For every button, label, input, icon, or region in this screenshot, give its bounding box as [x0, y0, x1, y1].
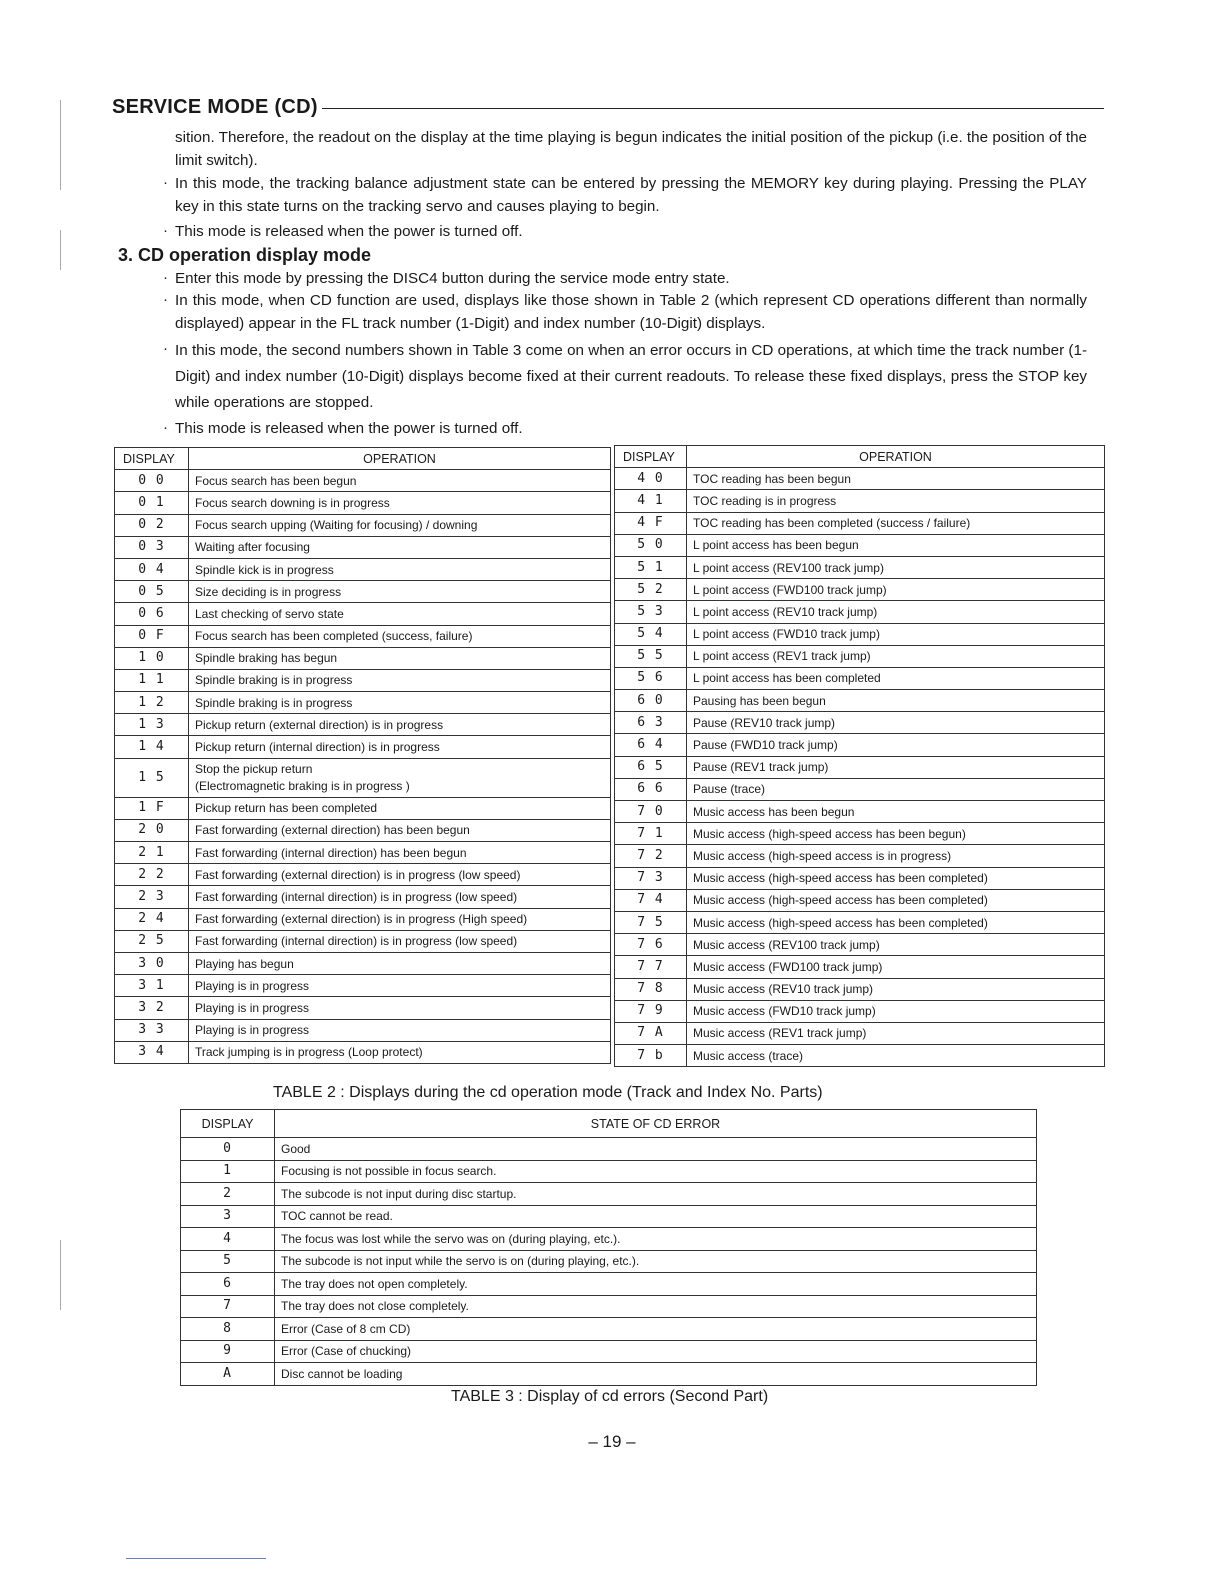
display-code: 7 6 — [615, 934, 687, 956]
row-text: Music access (high-speed access has been completed) — [687, 911, 1105, 933]
table-header-row — [181, 1110, 1037, 1138]
table-row — [181, 1318, 1037, 1341]
display-code: 0 3 — [115, 536, 189, 558]
table-row — [615, 978, 1105, 1000]
page-number: – 19 – — [588, 1432, 636, 1451]
row-text: TOC reading has been completed (success / failure) — [687, 512, 1105, 534]
display-code: 3 2 — [115, 997, 189, 1019]
display-code: 4 — [181, 1228, 275, 1251]
row-text: Spindle braking is in progress — [189, 669, 611, 691]
display-code: 2 4 — [115, 908, 189, 930]
table-row — [615, 911, 1105, 933]
table-row — [181, 1295, 1037, 1318]
table-row — [115, 603, 611, 625]
table-header-row — [115, 448, 611, 470]
row-text: L point access (REV1 track jump) — [687, 645, 1105, 667]
bullet-marker: · — [163, 269, 168, 286]
table-row — [115, 886, 611, 908]
table2-right — [614, 445, 1105, 1067]
row-text: Music access (high-speed access has been begun) — [687, 823, 1105, 845]
bullet-marker: · — [163, 291, 168, 308]
row-text — [189, 758, 611, 797]
row-text: Music access (REV10 track jump) — [687, 978, 1105, 1000]
row-text: Focus search upping (Waiting for focusing) / downing — [189, 514, 611, 536]
table2-left — [114, 447, 611, 1064]
row-text: Music access has been begun — [687, 801, 1105, 823]
display-code: 7 7 — [615, 956, 687, 978]
row-text: Spindle kick is in progress — [189, 558, 611, 580]
table-row — [181, 1273, 1037, 1296]
column-header-display: DISPLAY — [115, 448, 189, 470]
intro-paragraph-3: This mode is released when the power is turned off. — [175, 223, 523, 240]
display-code: 2 2 — [115, 864, 189, 886]
table-row — [181, 1228, 1037, 1251]
display-code: 2 5 — [115, 930, 189, 952]
table-header-row — [615, 446, 1105, 468]
display-code: 0 0 — [115, 470, 189, 492]
display-code: 4 F — [615, 512, 687, 534]
section-title: SERVICE MODE (CD) — [112, 95, 318, 118]
display-code: 5 — [181, 1250, 275, 1273]
table-row — [115, 819, 611, 841]
display-code: 7 0 — [615, 801, 687, 823]
table-row — [181, 1138, 1037, 1161]
display-code: 1 3 — [115, 714, 189, 736]
display-code: 5 3 — [615, 601, 687, 623]
intro-paragraph-2: In this mode, the tracking balance adjustment state can be entered by pressing the MEMORY key during playing. Pressing the PLAY key in this state turns on the tracking servo and causes playing to begin. — [175, 175, 1087, 215]
table-row — [615, 734, 1105, 756]
display-code: A — [181, 1363, 275, 1386]
display-code: 0 1 — [115, 492, 189, 514]
row-text: Fast forwarding (external direction) is in progress (High speed) — [189, 908, 611, 930]
bullet-marker: · — [163, 174, 168, 191]
section-heading: 3. CD operation display mode — [118, 245, 372, 265]
display-code: 7 A — [615, 1022, 687, 1044]
section-paragraph-2: In this mode, when CD function are used, displays like those shown in Table 2 (which represent CD operations different than normally displayed) appear in the FL track number (1-Digit) and index number (10-Digit) displays. — [175, 292, 1087, 332]
display-code: 5 6 — [615, 667, 687, 689]
table-row — [615, 712, 1105, 734]
display-code: 4 1 — [615, 490, 687, 512]
table-row — [615, 1045, 1105, 1067]
row-text: Playing is in progress — [189, 975, 611, 997]
display-code: 7 1 — [615, 823, 687, 845]
table-row — [115, 736, 611, 758]
footer-rule — [126, 1558, 266, 1559]
table-row — [615, 690, 1105, 712]
bullet-marker: · — [163, 222, 168, 239]
display-code: 2 1 — [115, 842, 189, 864]
row-text: Music access (REV1 track jump) — [687, 1022, 1105, 1044]
table-row — [181, 1250, 1037, 1273]
table-row — [115, 514, 611, 536]
display-code: 5 5 — [615, 645, 687, 667]
table-row — [181, 1183, 1037, 1206]
display-code: 3 4 — [115, 1041, 189, 1063]
table-row — [181, 1340, 1037, 1363]
display-code: 7 3 — [615, 867, 687, 889]
bullet-marker: · — [163, 419, 168, 436]
display-code: 6 0 — [615, 690, 687, 712]
display-code: 7 8 — [615, 978, 687, 1000]
table-row — [615, 468, 1105, 490]
table-row — [615, 823, 1105, 845]
table-row — [115, 758, 611, 797]
row-text: Pickup return has been completed — [189, 797, 611, 819]
row-text: Size deciding is in progress — [189, 581, 611, 603]
display-code: 7 9 — [615, 1000, 687, 1022]
row-text: Good — [275, 1138, 1037, 1161]
table-row — [115, 842, 611, 864]
row-text: Playing is in progress — [189, 1019, 611, 1041]
table-row — [615, 667, 1105, 689]
table-row — [115, 1041, 611, 1063]
display-code: 6 4 — [615, 734, 687, 756]
display-code: 0 2 — [115, 514, 189, 536]
display-code: 3 1 — [115, 975, 189, 997]
display-code: 3 3 — [115, 1019, 189, 1041]
display-code: 6 — [181, 1273, 275, 1296]
table3-caption: TABLE 3 : Display of cd errors (Second Part) — [451, 1388, 769, 1405]
section-header — [112, 92, 1104, 122]
row-text: Pickup return (internal direction) is in progress — [189, 736, 611, 758]
row-text: Pause (FWD10 track jump) — [687, 734, 1105, 756]
table-row — [615, 778, 1105, 800]
column-header-operation: OPERATION — [189, 448, 611, 470]
row-text: Pickup return (external direction) is in progress — [189, 714, 611, 736]
table3 — [180, 1109, 1037, 1386]
table-row — [615, 1022, 1105, 1044]
display-code: 7 2 — [615, 845, 687, 867]
table-row — [115, 536, 611, 558]
table-row — [115, 492, 611, 514]
display-code: 9 — [181, 1340, 275, 1363]
table-row — [115, 908, 611, 930]
display-code: 0 4 — [115, 558, 189, 580]
table-row — [615, 623, 1105, 645]
table-row — [615, 534, 1105, 556]
row-text: TOC cannot be read. — [275, 1205, 1037, 1228]
table-row — [181, 1363, 1037, 1386]
section-paragraph-4: This mode is released when the power is turned off. — [175, 420, 523, 437]
display-code: 1 2 — [115, 692, 189, 714]
display-code: 1 — [181, 1160, 275, 1183]
table-row — [615, 512, 1105, 534]
row-text: Last checking of servo state — [189, 603, 611, 625]
margin-mark — [60, 1240, 61, 1310]
header-rule — [322, 108, 1104, 109]
display-code: 7 — [181, 1295, 275, 1318]
row-text-line: Stop the pickup return — [195, 761, 313, 776]
table-row — [615, 845, 1105, 867]
display-code: 2 — [181, 1183, 275, 1206]
row-text: Spindle braking has begun — [189, 647, 611, 669]
display-code: 5 1 — [615, 556, 687, 578]
display-code: 7 4 — [615, 889, 687, 911]
row-text: Music access (FWD100 track jump) — [687, 956, 1105, 978]
margin-mark — [60, 230, 61, 270]
display-code: 1 5 — [115, 758, 189, 797]
row-text: Focusing is not possible in focus search. — [275, 1160, 1037, 1183]
table-row — [615, 601, 1105, 623]
row-text: Focus search downing is in progress — [189, 492, 611, 514]
display-code: 8 — [181, 1318, 275, 1341]
table-row — [615, 956, 1105, 978]
table-row — [615, 801, 1105, 823]
table-row — [115, 669, 611, 691]
table-row — [181, 1205, 1037, 1228]
column-header-display: DISPLAY — [615, 446, 687, 468]
intro-paragraph-1: sition. Therefore, the readout on the display at the time playing is begun indicates the initial position of the pickup (i.e. the position of the limit switch). — [175, 129, 1087, 169]
display-code: 7 5 — [615, 911, 687, 933]
display-code: 6 3 — [615, 712, 687, 734]
display-code: 2 0 — [115, 819, 189, 841]
row-text: The subcode is not input during disc startup. — [275, 1183, 1037, 1206]
row-text: Music access (trace) — [687, 1045, 1105, 1067]
table-row — [615, 1000, 1105, 1022]
row-text: Fast forwarding (internal direction) is in progress (low speed) — [189, 886, 611, 908]
table-row — [615, 645, 1105, 667]
row-text: L point access (REV10 track jump) — [687, 601, 1105, 623]
row-text: L point access (REV100 track jump) — [687, 556, 1105, 578]
display-code: 0 F — [115, 625, 189, 647]
table-row — [181, 1160, 1037, 1183]
display-code: 5 2 — [615, 579, 687, 601]
table-row — [615, 490, 1105, 512]
row-text: Waiting after focusing — [189, 536, 611, 558]
display-code: 0 5 — [115, 581, 189, 603]
table-row — [115, 975, 611, 997]
table-row — [115, 797, 611, 819]
display-code: 1 F — [115, 797, 189, 819]
display-code: 3 0 — [115, 952, 189, 974]
display-code: 6 6 — [615, 778, 687, 800]
table-row — [115, 581, 611, 603]
row-text: Spindle braking is in progress — [189, 692, 611, 714]
row-text: Music access (high-speed access is in progress) — [687, 845, 1105, 867]
table-row — [115, 558, 611, 580]
table-row — [115, 1019, 611, 1041]
bullet-marker: · — [163, 340, 168, 357]
row-text: Music access (FWD10 track jump) — [687, 1000, 1105, 1022]
display-code: 1 0 — [115, 647, 189, 669]
section-paragraph-1: Enter this mode by pressing the DISC4 button during the service mode entry state. — [175, 270, 730, 287]
display-code: 2 3 — [115, 886, 189, 908]
row-text: Error (Case of chucking) — [275, 1340, 1037, 1363]
display-code: 0 — [181, 1138, 275, 1161]
section-paragraph-3: In this mode, the second numbers shown in Table 3 come on when an error occurs in CD operations, at which time the track number (1-Digit) and index number (10-Digit) displays become fixed at their current readouts. To release these fixed displays, press the STOP key while operations are stopped. — [175, 342, 1087, 411]
row-text: TOC reading has been begun — [687, 468, 1105, 490]
row-text: The tray does not open completely. — [275, 1273, 1037, 1296]
table-row — [615, 934, 1105, 956]
row-text: Fast forwarding (internal direction) is in progress (low speed) — [189, 930, 611, 952]
row-text: Error (Case of 8 cm CD) — [275, 1318, 1037, 1341]
row-text: L point access (FWD100 track jump) — [687, 579, 1105, 601]
table-row — [115, 714, 611, 736]
row-text: The focus was lost while the servo was on (during playing, etc.). — [275, 1228, 1037, 1251]
row-text: TOC reading is in progress — [687, 490, 1105, 512]
row-text: Fast forwarding (external direction) has been begun — [189, 819, 611, 841]
display-code: 1 1 — [115, 669, 189, 691]
row-text: Focus search has been begun — [189, 470, 611, 492]
table-row — [615, 756, 1105, 778]
column-header-state: STATE OF CD ERROR — [275, 1110, 1037, 1138]
row-text: Music access (REV100 track jump) — [687, 934, 1105, 956]
table-row — [115, 625, 611, 647]
display-code: 6 5 — [615, 756, 687, 778]
row-text: Disc cannot be loading — [275, 1363, 1037, 1386]
row-text: Pause (REV10 track jump) — [687, 712, 1105, 734]
table-row — [615, 579, 1105, 601]
display-code: 4 0 — [615, 468, 687, 490]
row-text: Playing is in progress — [189, 997, 611, 1019]
display-code: 7 b — [615, 1045, 687, 1067]
column-header-operation: OPERATION — [687, 446, 1105, 468]
table-row — [115, 952, 611, 974]
row-text: Music access (high-speed access has been completed) — [687, 867, 1105, 889]
table-row — [115, 692, 611, 714]
column-header-display: DISPLAY — [181, 1110, 275, 1138]
row-text: The tray does not close completely. — [275, 1295, 1037, 1318]
row-text: L point access has been begun — [687, 534, 1105, 556]
row-text: L point access (FWD10 track jump) — [687, 623, 1105, 645]
row-text: Playing has begun — [189, 952, 611, 974]
row-text-line-2: (Electromagnetic braking is in progress ) — [195, 778, 410, 793]
table-row — [115, 930, 611, 952]
table-row — [615, 556, 1105, 578]
display-code: 0 6 — [115, 603, 189, 625]
row-text: Pause (trace) — [687, 778, 1105, 800]
display-code: 5 0 — [615, 534, 687, 556]
margin-mark — [60, 100, 61, 190]
display-code: 1 4 — [115, 736, 189, 758]
row-text: Fast forwarding (internal direction) has been begun — [189, 842, 611, 864]
table-row — [615, 867, 1105, 889]
row-text: The subcode is not input while the servo is on (during playing, etc.). — [275, 1250, 1037, 1273]
table-row — [115, 647, 611, 669]
row-text: Track jumping is in progress (Loop protect) — [189, 1041, 611, 1063]
row-text: L point access has been completed — [687, 667, 1105, 689]
table2-caption: TABLE 2 : Displays during the cd operation mode (Track and Index No. Parts) — [273, 1084, 823, 1101]
table-row — [615, 889, 1105, 911]
table-row — [115, 864, 611, 886]
row-text: Fast forwarding (external direction) is in progress (low speed) — [189, 864, 611, 886]
row-text: Pausing has been begun — [687, 690, 1105, 712]
display-code: 5 4 — [615, 623, 687, 645]
display-code: 3 — [181, 1205, 275, 1228]
table-row — [115, 997, 611, 1019]
row-text: Pause (REV1 track jump) — [687, 756, 1105, 778]
row-text: Focus search has been completed (success, failure) — [189, 625, 611, 647]
table-row — [115, 470, 611, 492]
row-text: Music access (high-speed access has been completed) — [687, 889, 1105, 911]
